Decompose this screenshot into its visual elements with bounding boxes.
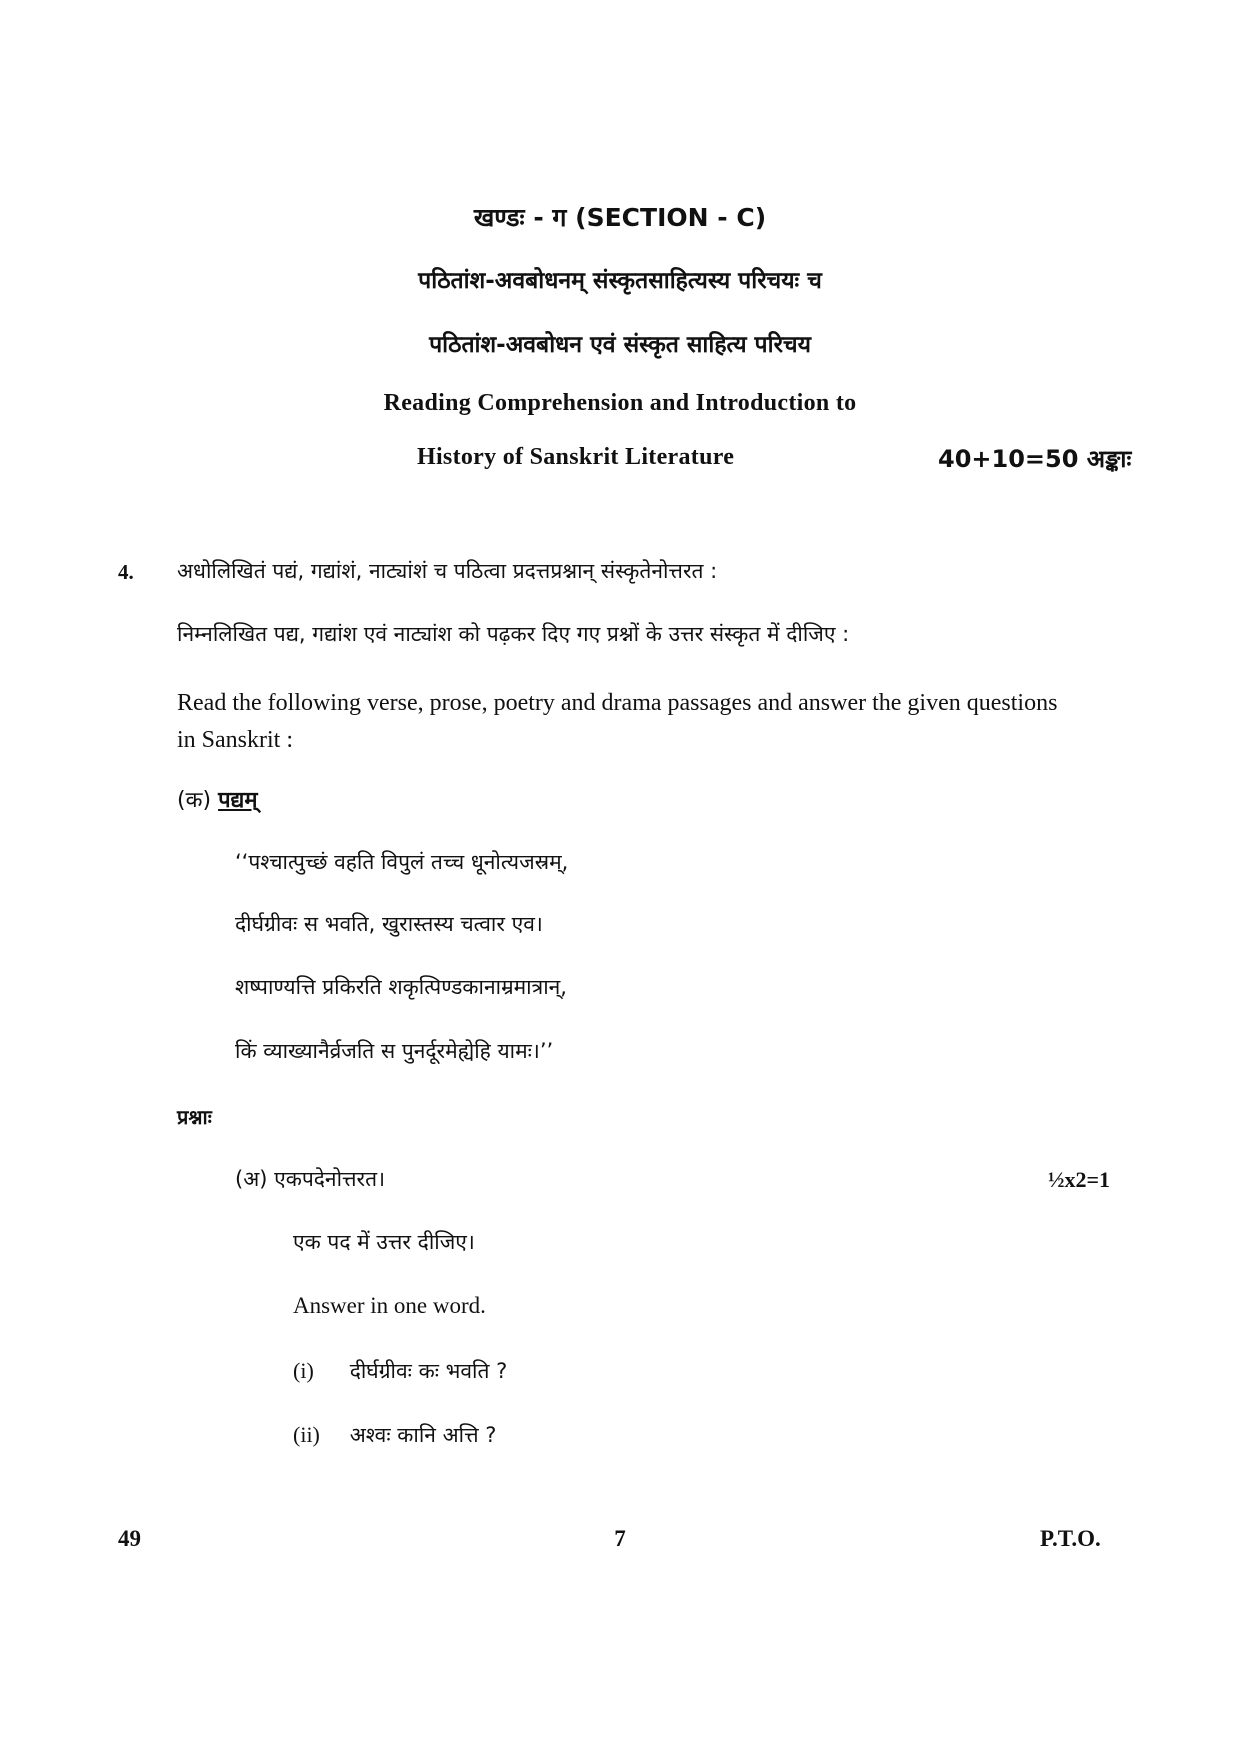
footer-pto: P.T.O. xyxy=(1040,1526,1101,1551)
item-label: (i) xyxy=(293,1358,314,1383)
sub-question-english: Answer in one word. xyxy=(293,1293,486,1318)
section-heading: खण्डः - ग (SECTION - C) xyxy=(473,203,767,232)
item-label: (ii) xyxy=(293,1422,320,1447)
question-number: 4. xyxy=(118,560,134,584)
instruction-hindi: निम्नलिखित पद्य, गद्यांश एवं नाट्यांश को पढ़कर दिए गए प्रश्नों के उत्तर संस्कृत में दीजिए : xyxy=(177,622,850,646)
verse-line: दीर्घग्रीवः स भवति, खुरास्तस्य चत्वार एव। xyxy=(235,912,543,936)
sub-question-marks: ½x2=1 xyxy=(1048,1167,1111,1192)
footer-code: 49 xyxy=(118,1526,141,1551)
verse-line: शष्पाण्यत्ति प्रकिरति शकृत्पिण्डकानाम्रमात्रान्, xyxy=(235,975,567,999)
item-text: अश्वः कानि अत्ति ? xyxy=(349,1423,497,1447)
questions-label: प्रश्नाः xyxy=(177,1105,212,1129)
sub-question-hindi: एक पद में उत्तर दीजिए। xyxy=(293,1230,475,1254)
instruction-sanskrit: अधोलिखितं पद्यं, गद्यांशं, नाट्यांशं च पठित्वा प्रदत्तप्रश्नान् संस्कृतेनोत्तरत : xyxy=(177,559,718,583)
list-item xyxy=(293,1421,496,1449)
sub-question-label: (अ) एकपदेनोत्तरत। xyxy=(235,1167,386,1191)
title-english-line1: Reading Comprehension and Introduction to xyxy=(383,390,857,416)
part-heading xyxy=(177,784,258,814)
title-english-line2: History of Sanskrit Literature xyxy=(417,444,735,470)
marks-total: 40+10=50 अङ्काः xyxy=(938,445,1132,473)
verse-line: ‘‘पश्चात्पुच्छं वहति विपुलं तच्च धूनोत्यजस्रम्, xyxy=(235,850,569,874)
part-title: पद्यम् xyxy=(218,788,258,813)
instruction-english: Read the following verse, prose, poetry and drama passages and answer the given questions in Sanskrit : xyxy=(177,690,1058,753)
verse-line: किं व्याख्यानैर्व्रजति स पुनर्दूरमेह्येहि यामः।’’ xyxy=(235,1039,554,1063)
part-label: (क) xyxy=(177,788,212,813)
title-sanskrit: पठितांश-अवबोधनम् संस्कृतसाहित्यस्य परिचयः च xyxy=(418,268,822,294)
list-item xyxy=(293,1357,507,1385)
footer-page-number: 7 xyxy=(614,1526,626,1551)
title-hindi: पठितांश-अवबोधन एवं संस्कृत साहित्य परिचय xyxy=(429,332,811,358)
item-text: दीर्घग्रीवः कः भवति ? xyxy=(349,1359,508,1383)
